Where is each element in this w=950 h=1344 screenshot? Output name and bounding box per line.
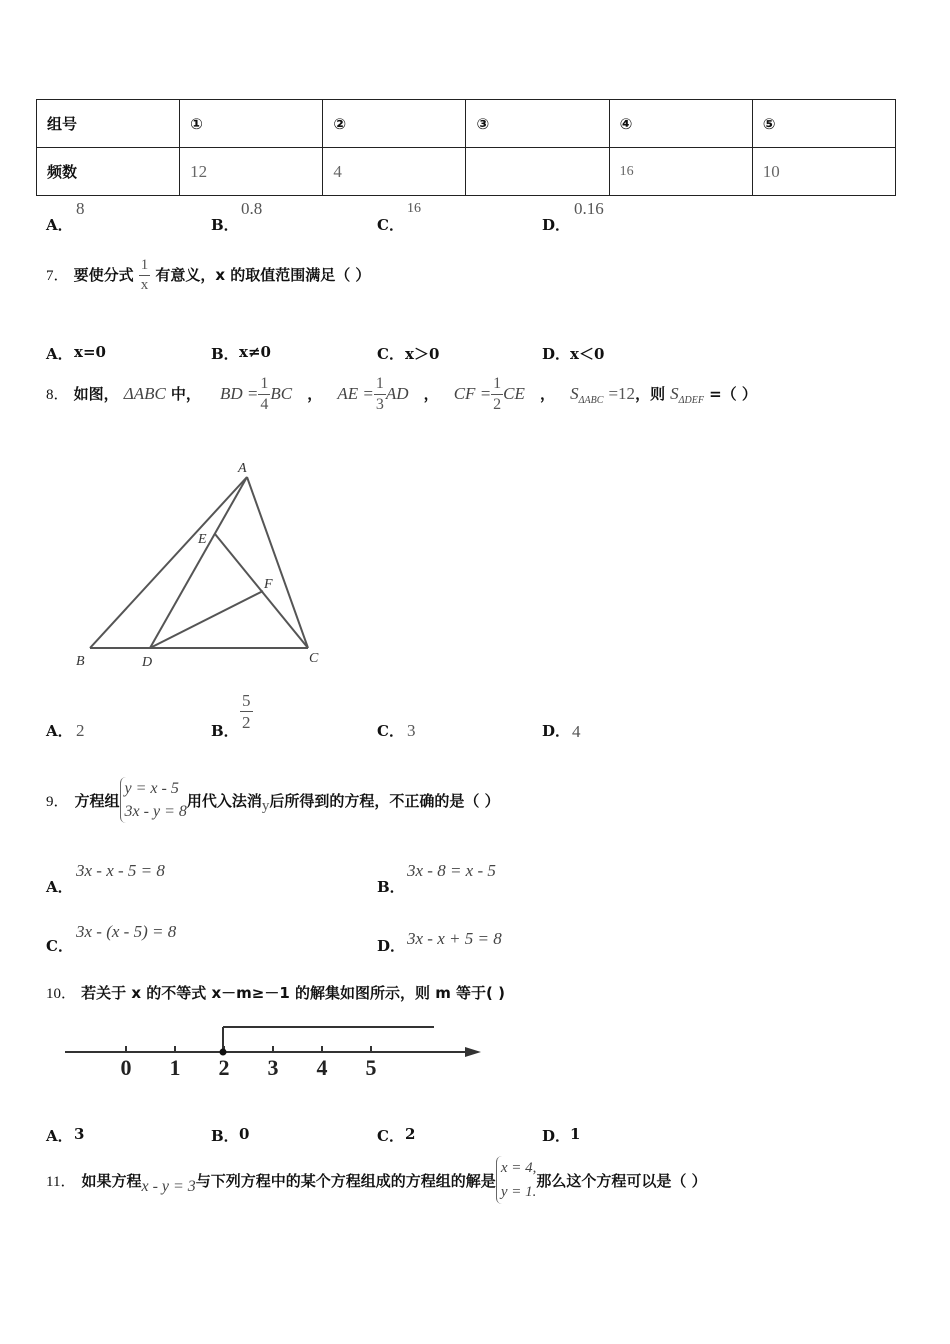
area-value: =12 [608,384,636,403]
equation: y = 1. [500,1184,537,1200]
number-line [60,1015,490,1085]
option-value: x＜0 [570,345,605,363]
area-subscript: ΔDEF [678,395,704,407]
triangle-figure [70,455,340,680]
numerator: 5 [242,691,251,710]
option-value: 0.8 [241,199,263,218]
option-value: 0.16 [574,199,604,218]
option-value: 16 [407,201,421,216]
table-cell: ② [323,100,466,148]
condition-rhs: AD [385,384,409,403]
denominator: 3 [375,396,384,413]
condition-lhs: BD = [220,384,259,403]
vertex-label-c: C [309,651,319,666]
fraction [258,376,270,413]
question-10 [46,982,505,1003]
question-text: ，则 [635,385,666,403]
condition-rhs: BC [270,384,293,403]
equation: 3x - y = 8 [124,803,187,820]
option-value: 2 [76,721,85,740]
option-value: 3x - (x - 5) = 8 [76,922,177,941]
question-text: 要使分式 [73,266,134,284]
separator: ， [540,385,556,403]
table-cell: ① [180,100,323,148]
tick-label: 2 [218,1055,230,1080]
option-label: D． [542,345,571,363]
option-label: C． [46,937,73,955]
option-label: B． [211,1127,239,1145]
option-value: x=0 [74,343,106,361]
option-label: B． [211,345,239,363]
question-text: 有意义，x 的取值范围满足（ ） [155,266,371,284]
equation: y = x - 5 [124,780,179,797]
table-cell: ⑤ [752,100,895,148]
question-number: 7． [46,268,69,284]
option-value: 3 [407,721,416,740]
option-value: x≠0 [239,343,271,361]
question-text: 如图， [73,385,119,403]
option-value: 2 [405,1125,416,1143]
table-cell: 组号 [37,100,180,148]
fraction [374,376,386,413]
question-7 [46,258,370,293]
area-subscript: ΔABC [578,395,604,407]
table-cell: ④ [609,100,752,148]
segment-ac [247,477,308,648]
solution-start-dot [220,1049,227,1056]
option-label: A． [46,1127,73,1145]
option-label: B． [211,216,239,234]
question-text: =（ ） [709,385,757,403]
option-value: 3x - x - 5 = 8 [76,861,165,880]
vertex-label-a: A [238,461,247,476]
question-11 [46,1156,707,1204]
option-label: C． [377,1127,404,1145]
solution-system [496,1156,537,1204]
vertex-label-e: E [198,532,207,547]
tick-label: 4 [316,1055,328,1080]
option-value: 0 [239,1125,250,1143]
table-cell: 频数 [37,148,180,196]
denominator: 4 [260,396,269,413]
separator: ， [307,385,323,403]
table-row [37,148,896,196]
table-cell: ③ [466,100,609,148]
option-label: A． [46,722,73,740]
table-row [37,100,896,148]
option-value: 3x - 8 = x - 5 [407,861,496,880]
option-value: 8 [76,199,85,218]
table-cell [466,148,609,196]
numerator: 1 [374,376,386,395]
option-value: x＞0 [405,345,440,363]
table-cell: 10 [752,148,895,196]
table-cell: 12 [180,148,323,196]
area-symbol: S [670,384,679,403]
fraction [491,376,503,413]
numerator: 1 [491,376,503,395]
question-text: 与下列方程中的某个方程组成的方程组的解是 [195,1171,496,1190]
question-text: 后所得到的方程，不正确的是（ ） [269,791,500,810]
option-label: A． [46,345,73,363]
triangle-name: ΔABC [123,384,166,403]
option-value: 3x - x + 5 = 8 [407,929,502,948]
frequency-table [36,99,896,196]
option-value: 1 [570,1125,581,1143]
option-label: D． [542,1127,571,1145]
denominator: 2 [242,713,251,732]
question-number: 9． [46,793,69,810]
area-symbol: S [570,384,579,403]
separator: ， [423,385,439,403]
option-label: D． [542,216,571,234]
vertex-label-b: B [76,654,85,669]
question-number: 8． [46,387,69,403]
option-label: B． [211,722,239,740]
table-cell: 16 [609,148,752,196]
question-number: 10． [46,986,77,1002]
tick-label: 3 [267,1055,279,1080]
question-text: 如果方程 [81,1171,142,1190]
question-number: 11． [46,1173,76,1190]
segment-ad [150,477,247,648]
option-label: C． [377,345,404,363]
condition-rhs: CE [503,384,525,403]
option-label: A． [46,216,73,234]
question-text: 中， [170,385,201,403]
option-label: D． [377,937,406,955]
variable: y [261,797,270,814]
condition-lhs: AE = [337,384,374,403]
numerator: 1 [258,376,270,395]
question-8 [46,376,757,413]
question-text: 用代入法消 [186,791,262,810]
tick-label: 5 [365,1055,377,1080]
tick-label: 0 [120,1055,132,1080]
arrow-icon [465,1047,481,1057]
question-text: 若关于 x 的不等式 x－m≥－1 的解集如图所示，则 m 等于( ) [81,984,505,1002]
denominator: x [140,277,149,293]
tick-label: 1 [169,1055,181,1080]
segment-ab [90,477,247,648]
fraction [139,258,151,293]
option-label: D． [542,722,571,740]
question-text: 方程组 [74,791,120,810]
equation: x - y = 3 [141,1178,196,1195]
question-text: 那么这个方程可以是（ ） [536,1171,707,1190]
condition-lhs: CF = [453,384,492,403]
equation: x = 4, [500,1160,537,1176]
vertex-label-d: D [142,655,153,670]
option-label: A． [46,878,73,896]
numerator: 1 [139,258,151,276]
question-9 [46,777,500,823]
option-label: C． [377,216,404,234]
vertex-label-f: F [264,577,273,592]
option-label: C． [377,722,404,740]
option-label: B． [377,878,405,896]
option-value: 4 [572,722,581,741]
fraction [240,692,253,731]
table-cell: 4 [323,148,466,196]
option-value: 3 [74,1125,85,1143]
equation-system [120,777,187,823]
denominator: 2 [493,396,502,413]
